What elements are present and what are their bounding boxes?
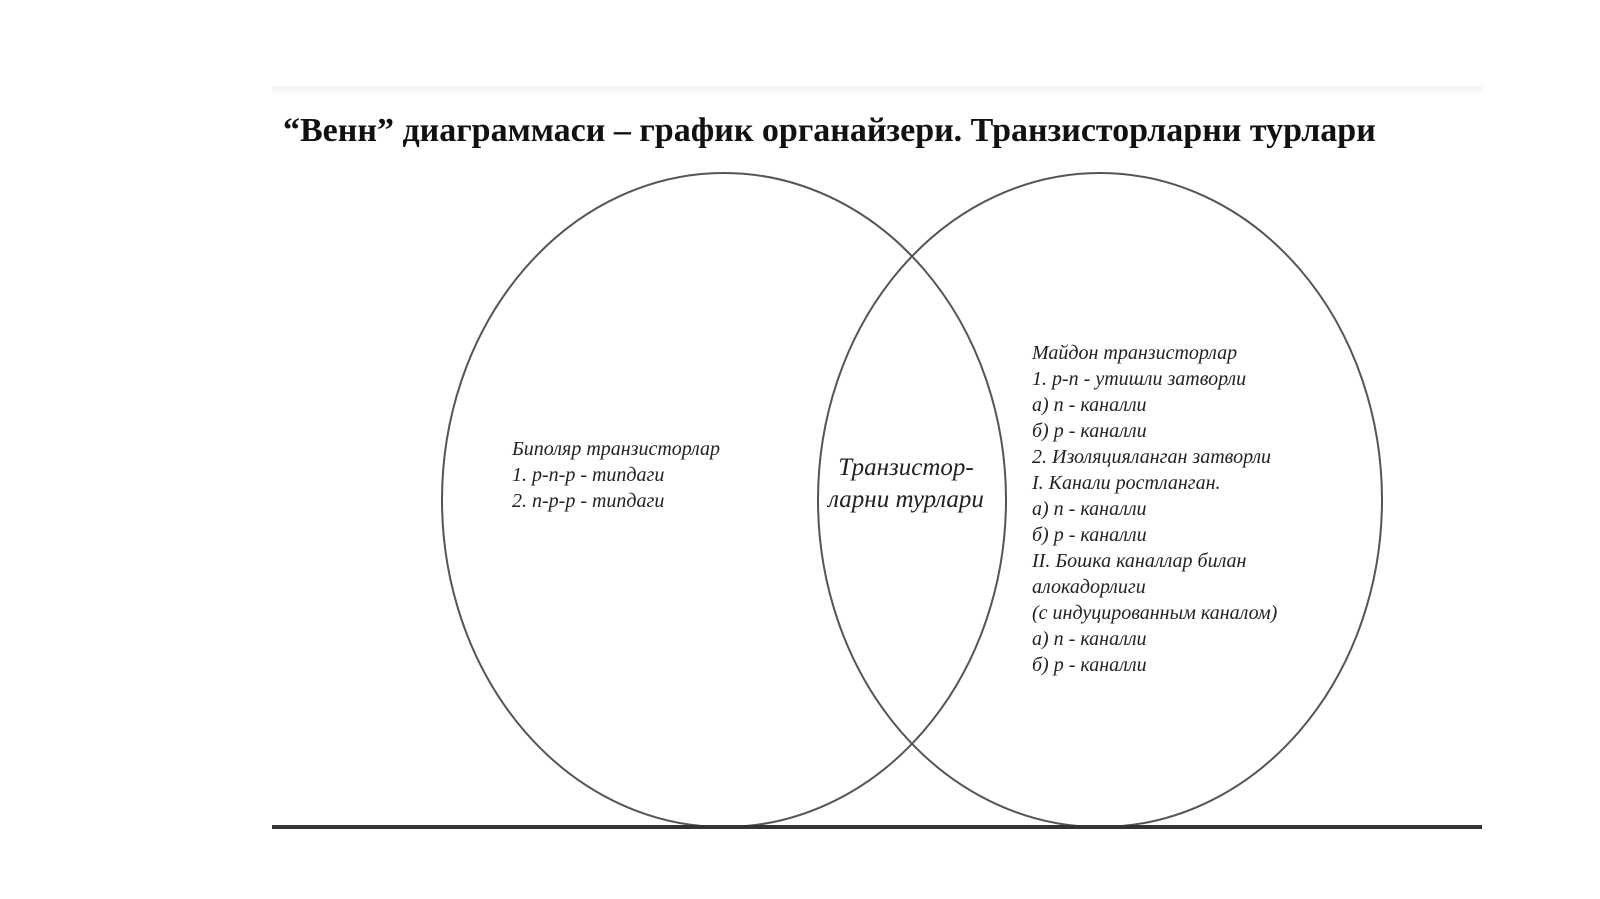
intersection-line: ларни турлари	[828, 486, 984, 513]
intersection-line: Транзистор-	[838, 454, 974, 481]
right-set-heading: Майдон транзисторлар	[1032, 342, 1238, 364]
intersection-label	[816, 452, 996, 516]
right-set-item: а) n - каналли	[1032, 628, 1147, 650]
left-set-heading: Биполяр транзисторлар	[512, 438, 721, 460]
left-set-item: 1. p-n-p - типдаги	[512, 464, 665, 486]
diagram-title: “Венн” диаграммаси – график органайзери. Транзисторларни турлари	[283, 112, 1376, 149]
right-set-item: 1. p-n - утишли затворли	[1032, 368, 1247, 390]
right-set-item: а) n - каналли	[1032, 394, 1147, 416]
right-set-label	[1032, 340, 1277, 678]
right-set-item: 2. Изоляцияланган затворли	[1032, 446, 1272, 468]
right-set-item: I. Канали ростланган.	[1032, 472, 1221, 494]
right-set-item: II. Бошка каналлар билан	[1032, 550, 1247, 572]
left-set-item: 2. n-p-p - типдаги	[512, 490, 665, 512]
right-set-item: (с индуцированным каналом)	[1032, 602, 1278, 624]
left-set-label	[512, 436, 720, 514]
right-set-item: б) p - каналли	[1032, 524, 1147, 546]
right-set-item: а) n - каналли	[1032, 498, 1147, 520]
right-set-item: б) p - каналли	[1032, 420, 1147, 442]
bottom-divider	[272, 825, 1482, 829]
right-set-item: алокадорлиги	[1032, 576, 1146, 598]
right-set-item: б) p - каналли	[1032, 654, 1147, 676]
